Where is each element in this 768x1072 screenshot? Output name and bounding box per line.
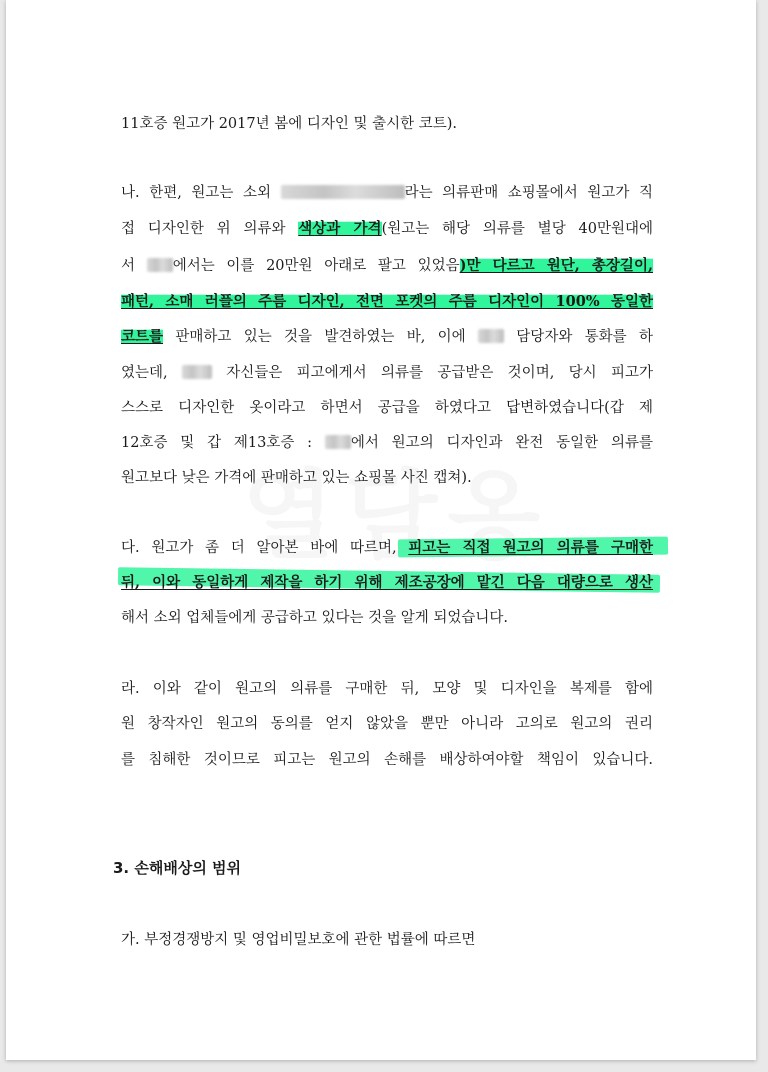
intro-line: 11호증 원고가 2017년 봄에 디자인 및 출시한 코트). (121, 116, 457, 132)
paragraph-da-line-3: 해서 소외 업체들에게 공급하고 있다는 것을 알게 되었습니다. (121, 610, 509, 626)
redacted-name (147, 258, 173, 272)
redacted-name (281, 185, 405, 199)
redacted-name (325, 435, 351, 449)
section-heading: 3. 손해배상의 범위 (113, 859, 242, 877)
highlight-identical-end: 코트를 (121, 328, 164, 345)
paragraph-da-line-2 (121, 573, 653, 593)
paragraph-da-line-1: 다. 원고가 좀 더 알아본 바에 따르며, 피고는 직접 원고의 의류를 구매한 (121, 539, 653, 556)
paragraph-na-line-7: 스스로 디자인한 옷이라고 하면서 공급을 하였다고 답변하였습니다(갑 제 (121, 400, 653, 416)
paragraph-na-line-4 (121, 292, 653, 312)
paragraph-na-line-3: 서 에서는 이를 20만원 아래로 팔고 있었음)만 다르고 원단, 총장길이, (121, 257, 653, 274)
paragraph-na-line-9: 원고보다 낮은 가격에 판매하고 있는 쇼핑몰 사진 캡쳐). (121, 470, 472, 486)
highlight-identical-middle: 패턴, 소매 러플의 주름 디자인, 전면 포켓의 주름 디자인이 100% 동일한 (121, 293, 653, 310)
document-page (6, 0, 756, 1060)
redacted-name (182, 365, 212, 379)
highlight-identical-start: )만 다르고 원단, 총장길이, (459, 257, 653, 274)
highlight-mass-production: 뒤, 이와 동일하게 제작을 하기 위해 제조공장에 맡긴 다음 대량으로 생산 (121, 574, 653, 591)
paragraph-ra-line-3: 를 침해한 것이므로 피고는 원고의 손해를 배상하여야할 책임이 있습니다. (121, 752, 653, 768)
paragraph-na-line-2: 접 디자인한 위 의류와 색상과 가격(원고는 해당 의류를 별당 40만원대에 (121, 220, 653, 237)
paragraph-ra-line-2: 원 창작자인 원고의 동의를 얻지 않았을 뿐만 아니라 고의로 원고의 권리 (121, 716, 653, 732)
highlight-defendant-purchase: 피고는 직접 원고의 의류를 구매한 (408, 539, 653, 556)
paragraph-na-line-6: 였는데, 자신들은 피고에게서 의류를 공급받은 것이며, 당시 피고가 (121, 365, 653, 381)
paragraph-na-line-5: 코트를 판매하고 있는 것을 발견하였는 바, 이에 담당자와 통화를 하 (121, 328, 653, 345)
paragraph-na-line-1: 나. 한편, 원고는 소외 라는 의류판매 쇼핑몰에서 원고가 직 (121, 185, 653, 201)
paragraph-na-line-8: 12호증 및 갑 제13호증 : 에서 원고의 디자인과 완전 동일한 의류를 (121, 435, 653, 451)
highlight-color-price: 색상과 가격 (298, 220, 382, 237)
section3-line-1: 가. 부정경쟁방지 및 영업비밀보호에 관한 법률에 따르면 (121, 932, 476, 948)
paragraph-ra-line-1: 라. 이와 같이 원고의 의류를 구매한 뒤, 모양 및 디자인을 복제를 함에 (121, 681, 653, 697)
redacted-name (478, 329, 504, 343)
